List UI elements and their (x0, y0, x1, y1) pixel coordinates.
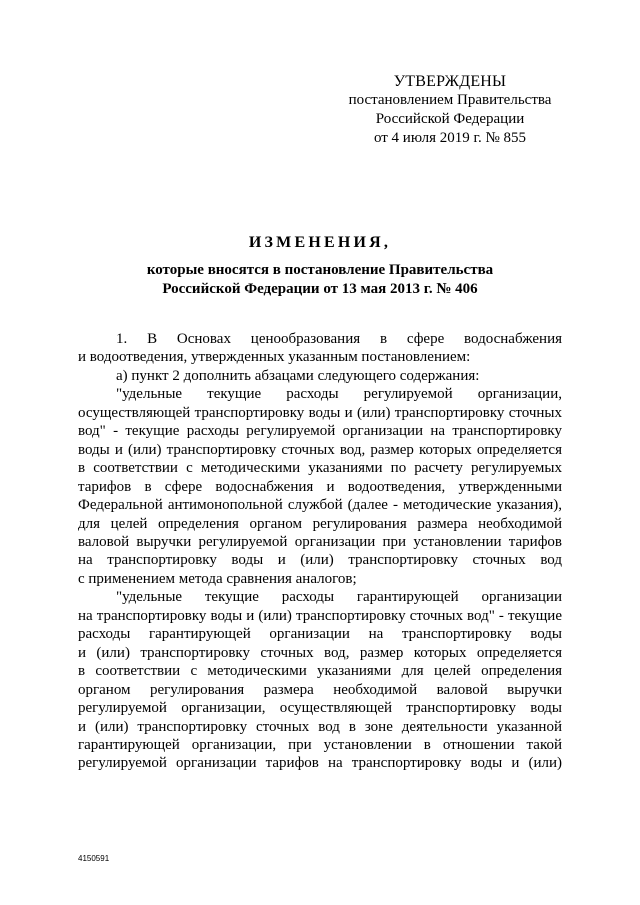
document-title: ИЗМЕНЕНИЯ, (248, 234, 392, 251)
approval-line-3: от 4 июля 2019 г. № 855 (373, 130, 527, 146)
body-line: в соответствии с методическими указаниями по расчету регулируемых (78, 460, 562, 477)
body-line: вод" - текущие расходы регулируемой организации на транспортировку (78, 423, 562, 440)
document-code: 4150591 (78, 854, 110, 863)
body-line: валовой выручки регулируемой организации при установлении тарифов (78, 533, 562, 550)
document-body (78, 330, 562, 773)
body-line: для целей определения органом регулирования размера необходимой (78, 515, 562, 532)
body-line: "удельные текущие расходы регулируемой организации, (116, 386, 562, 403)
body-line: в соответствии с методическими указаниями для целей определения (78, 663, 562, 680)
body-line: тарифов в сфере водоснабжения и водоотведения, утвержденными (78, 478, 562, 495)
body-line: "удельные текущие расходы гарантирующей организации (116, 589, 562, 606)
body-line: 1. В Основах ценообразования в сфере водоснабжения (116, 331, 562, 347)
body-line: регулируемой организации, осуществляющей транспортировку воды (78, 700, 562, 717)
subtitle-line-2: Российской Федерации от 13 мая 2013 г. № 406 (162, 281, 478, 297)
subtitle-line-1: которые вносятся в постановление Правительства (146, 262, 494, 278)
body-line: осуществляющей транспортировку воды и (или) транспортировку сточных (78, 404, 562, 421)
approval-stamp (330, 72, 570, 148)
document-subtitle (0, 261, 640, 299)
body-line: гарантирующей организации, при установлении в отношении такой (78, 736, 562, 753)
body-line: а) пункт 2 дополнить абзацами следующего содержания: (116, 367, 480, 384)
body-line: Федеральной антимонопольной службой (далее - методические указания), (78, 497, 562, 514)
body-line: регулируемой организации тарифов на транспортировку воды и (или) (78, 755, 562, 772)
approval-heading: УТВЕРЖДЕНЫ (393, 73, 507, 90)
body-line: органом регулирования размера необходимой валовой выручки (78, 681, 562, 698)
body-line: воды и (или) транспортировку сточных вод, размер которых определяется (78, 441, 562, 458)
body-line: и водоотведения, утвержденных указанным постановлением: (78, 349, 471, 366)
approval-line-2: Российской Федерации (375, 111, 525, 127)
body-line: на транспортировку воды и (или) транспортировку сточных вод" - текущие (78, 607, 562, 624)
body-line: и (или) транспортировку сточных вод в зоне деятельности указанной (78, 718, 562, 735)
approval-line-1: постановлением Правительства (348, 92, 552, 108)
body-line: с применением метода сравнения аналогов; (78, 570, 357, 587)
body-line: на транспортировку воды и (или) транспортировку сточных вод (78, 552, 562, 569)
body-line: и (или) транспортировку сточных вод, размер которых определяется (78, 644, 562, 661)
body-line: расходы гарантирующей организации на транспортировку воды (78, 626, 562, 643)
title-block (0, 233, 640, 299)
